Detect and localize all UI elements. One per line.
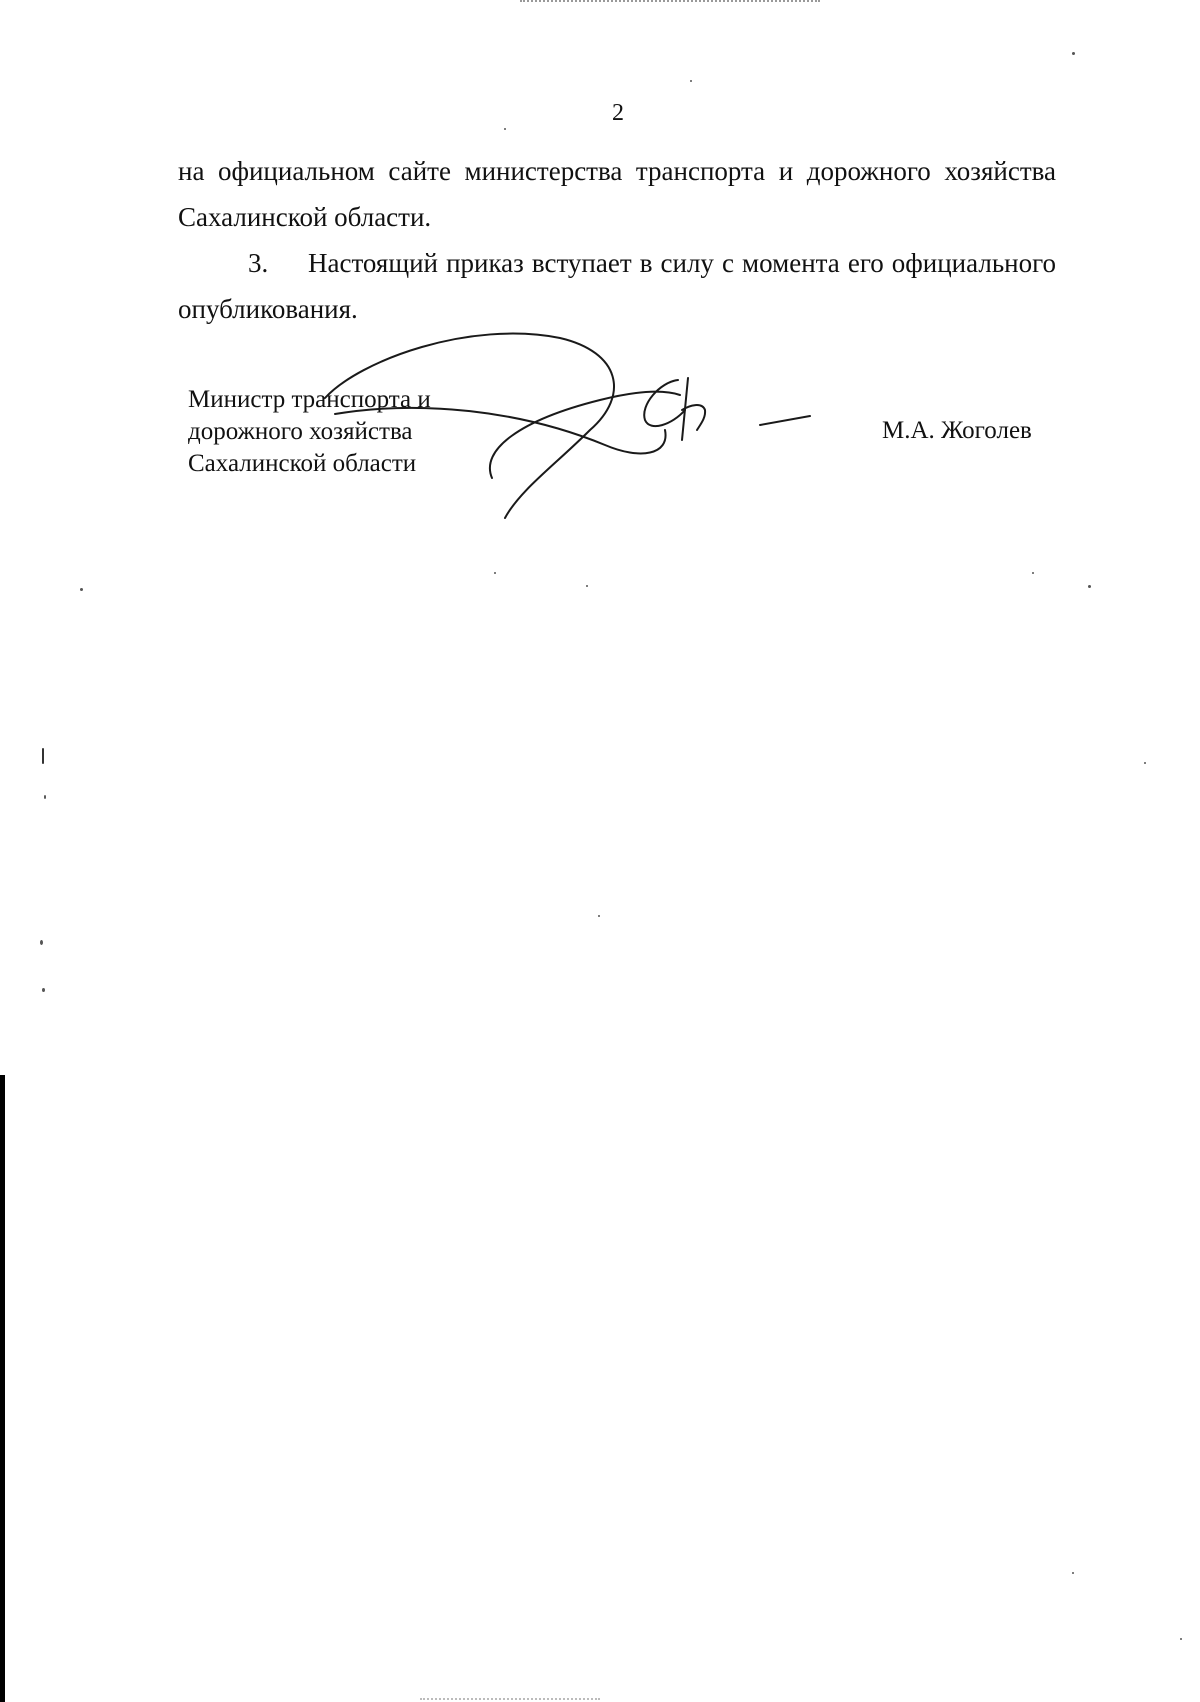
scan-speck — [44, 795, 46, 799]
scan-speck — [690, 80, 692, 82]
paragraph-number: 3. — [248, 248, 269, 278]
scan-artifact-bottom — [420, 1698, 600, 1702]
paragraph-line: опубликования. — [178, 294, 358, 324]
scan-speck — [1180, 1638, 1182, 1640]
scan-speck — [1072, 52, 1075, 55]
paragraph-line: на официальном сайте министерства транспорта и дорожного хозяйства — [178, 156, 1056, 186]
page-number: 2 — [612, 100, 624, 126]
signatory-title-line: Министр транспорта и — [188, 386, 431, 413]
scan-speck — [504, 128, 506, 130]
paragraph-line: Сахалинской области. — [178, 202, 432, 232]
scan-speck — [42, 988, 45, 992]
scan-speck — [40, 940, 43, 945]
signatory-title-line: Сахалинской области — [188, 450, 417, 477]
paragraph-line: Настоящий приказ вступает в силу с момента его официального — [308, 248, 1056, 278]
scan-speck — [494, 572, 496, 574]
scan-speck — [1032, 572, 1034, 574]
signatory-title-block — [188, 384, 431, 480]
scan-speck — [1072, 1572, 1074, 1574]
signer-name: М.А. Жоголев — [882, 417, 1032, 444]
scan-speck — [80, 588, 83, 591]
paragraph-effective-date — [178, 240, 1056, 332]
scan-speck — [598, 915, 600, 917]
scan-artifact-top — [520, 0, 820, 4]
scan-speck — [1088, 585, 1091, 588]
scan-speck — [42, 748, 44, 764]
paragraph-publication — [178, 148, 1056, 240]
scan-speck — [1144, 762, 1146, 764]
scan-speck — [586, 585, 588, 587]
scan-edge-left — [0, 1075, 5, 1702]
signatory-title-line: дорожного хозяйства — [188, 418, 413, 445]
